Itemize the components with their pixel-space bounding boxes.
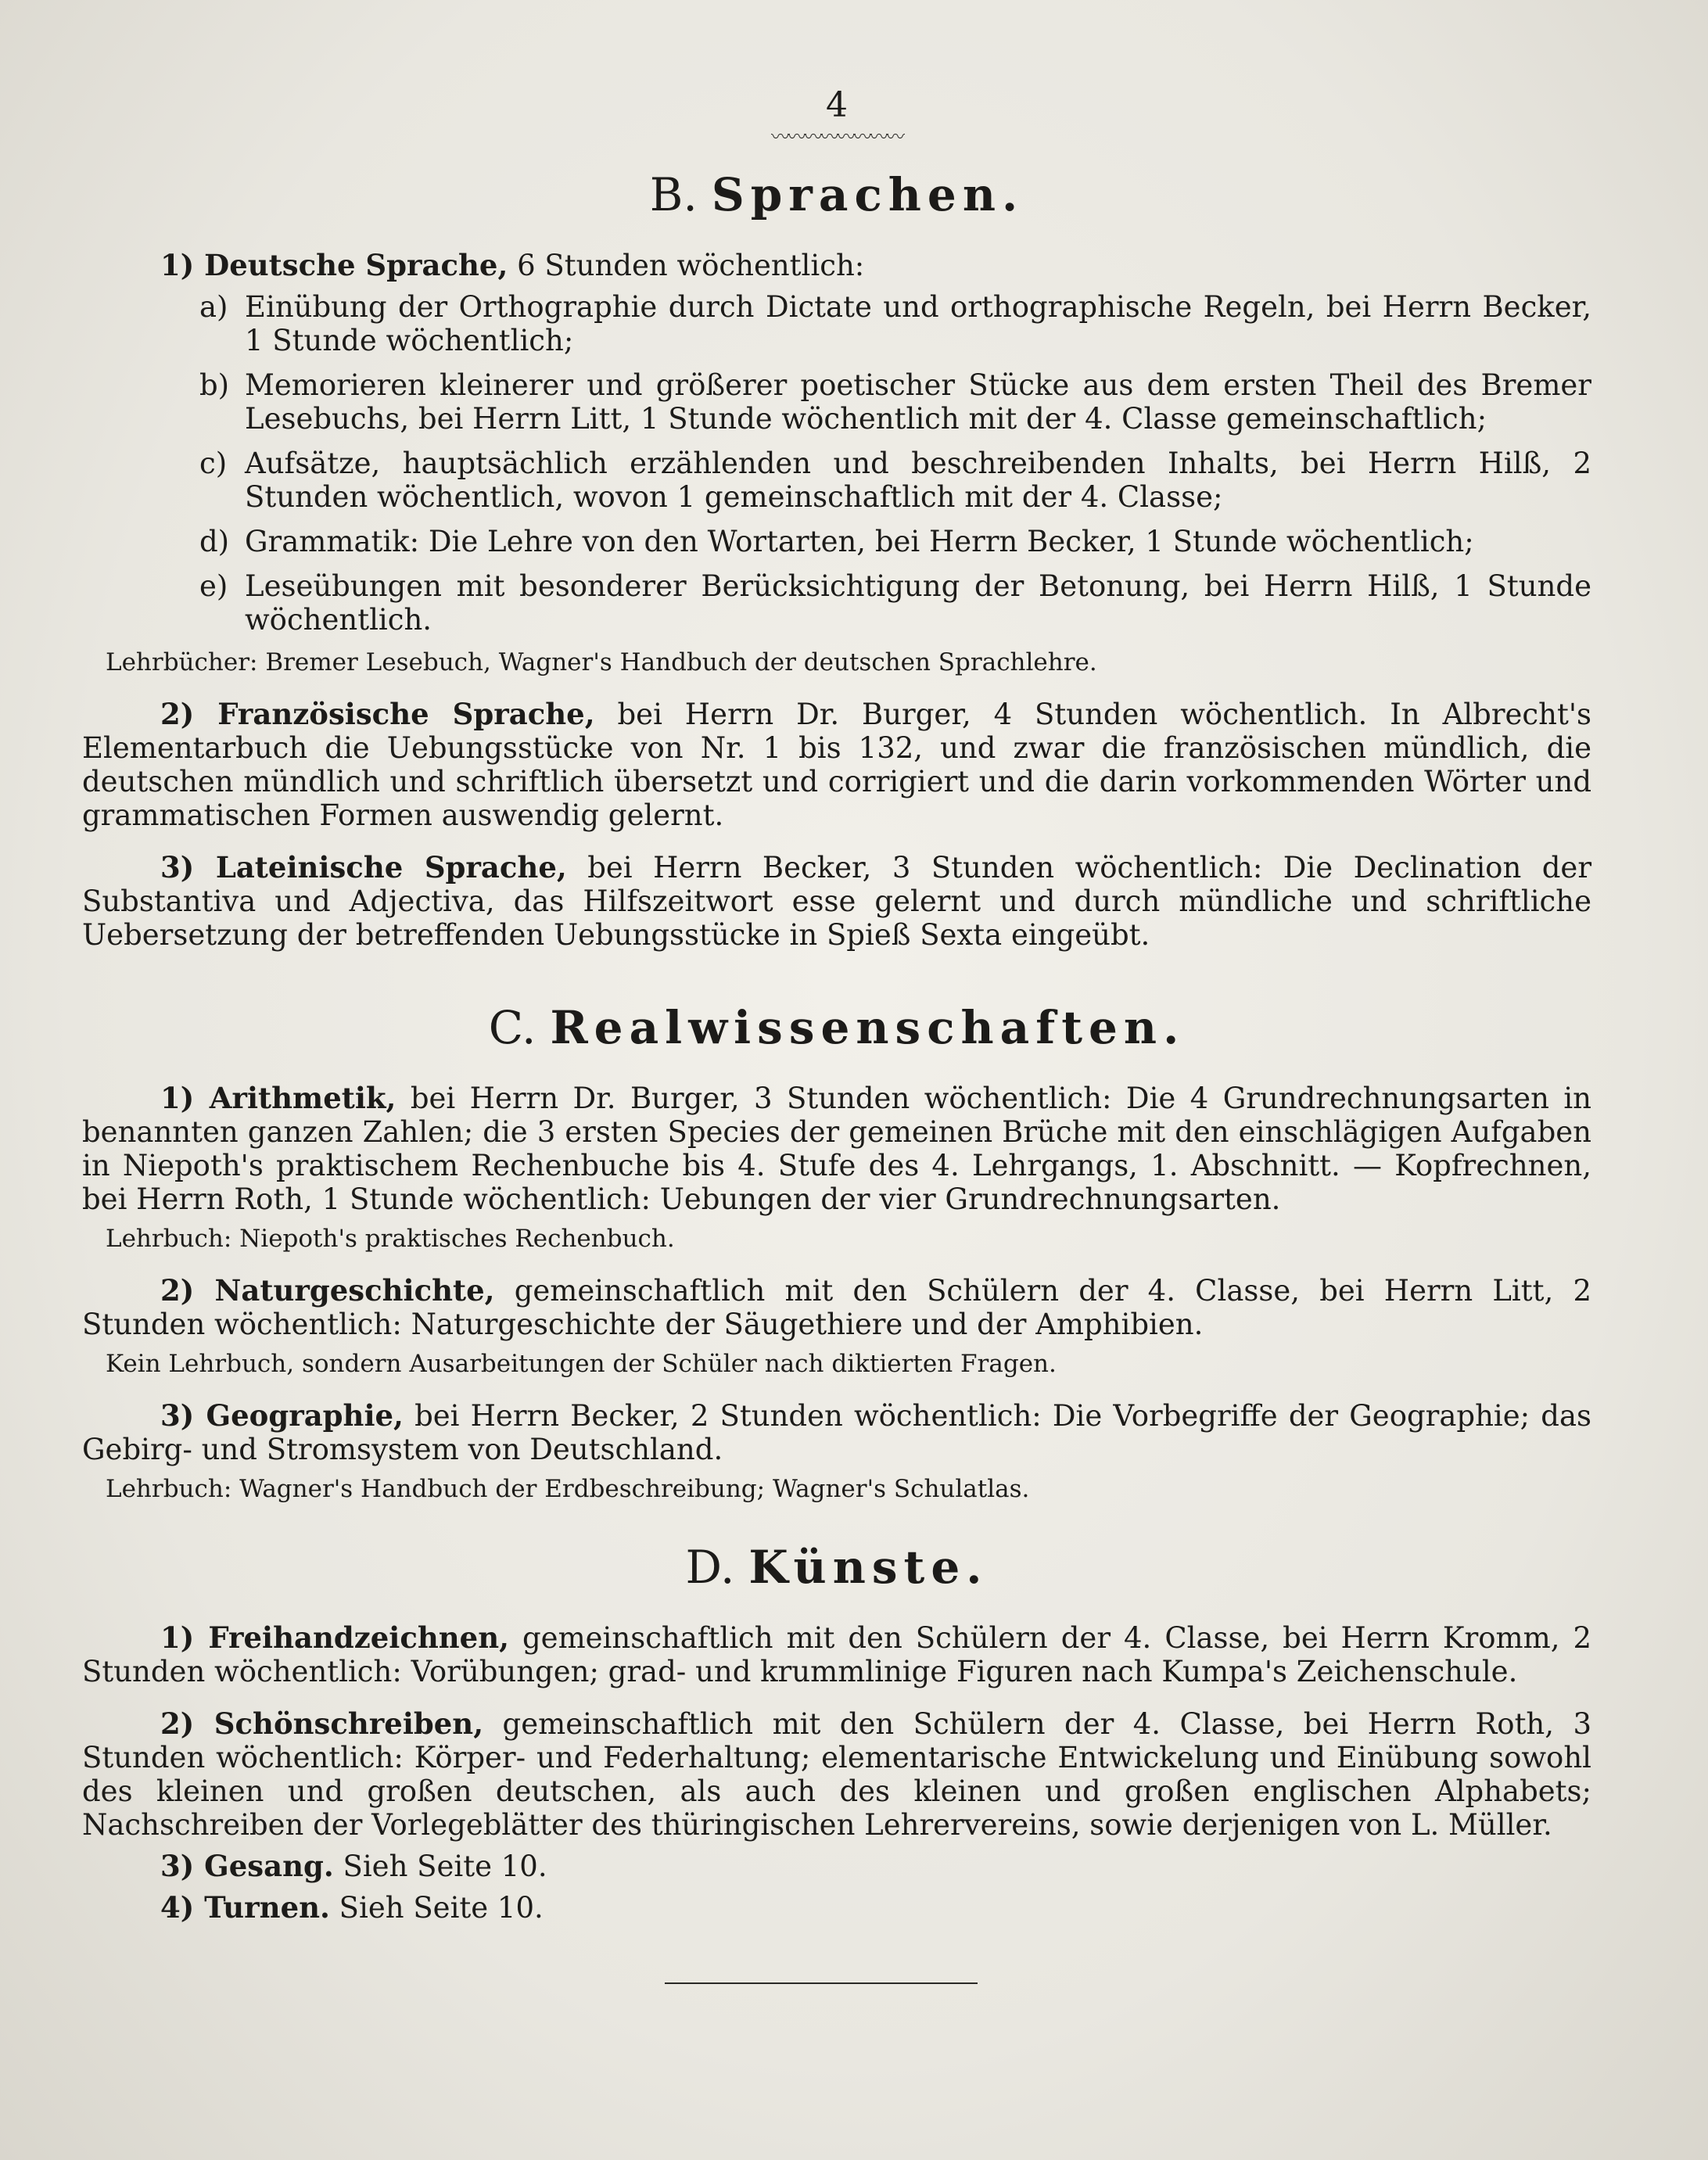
- section-letter: D.: [685, 1541, 735, 1594]
- section-letter: C.: [488, 1001, 536, 1054]
- subject-latein: [82, 851, 1591, 952]
- textbook-note: Lehrbuch: Wagner's Handbuch der Erdbeschreibung; Wagner's Schulatlas.: [106, 1475, 1030, 1503]
- list-item-mark: d): [199, 525, 230, 558]
- list-item: [199, 525, 1591, 558]
- subject-text: gemeinschaftlich mit den Schülern der 4. Classe, bei Herrn Roth, 3 Stunden wöchentlich: Körper- und Federhaltung; elementarische Entwickelung und Einübung sowohl des kleinen und großen deutschen, als auch des kleinen und großen englischen Alphabets; Nachschreiben der Vorlegeblätter des thüringischen Lehrervereins, sowie derjenigen von L. Müller.: [82, 1707, 1592, 1842]
- list-item-text: Grammatik: Die Lehre von den Wortarten, bei Herrn Becker, 1 Stunde wöchentlich;: [245, 525, 1474, 558]
- subject-freihandzeichnen: [82, 1621, 1591, 1688]
- subject-text: bei Herrn Becker, 2 Stunden wöchentlich: Die Vorbegriffe der Geographie; das Gebirg- und Stromsystem von Deutschland.: [82, 1399, 1592, 1466]
- subject-arithmetik: [82, 1082, 1591, 1216]
- list-item-text: Leseübungen mit besonderer Berücksichtigung der Betonung, bei Herrn Hilß, 1 Stunde wöchentlich.: [245, 569, 1591, 637]
- subject-name: 2) Schönschreiben,: [160, 1706, 484, 1741]
- subject-name: 3) Geographie,: [160, 1398, 404, 1433]
- list-item-text: Einübung der Orthographie durch Dictate und orthographische Regeln, bei Herrn Becker, 1 Stunde wöchentlich;: [245, 290, 1591, 357]
- list-item-mark: e): [199, 569, 228, 603]
- subject-name: 1) Arithmetik,: [160, 1081, 396, 1115]
- section-letter: B.: [649, 168, 698, 221]
- subject-turnen: [82, 1891, 1591, 1925]
- subject-text: Sieh Seite 10.: [339, 1891, 544, 1925]
- subject-text: gemeinschaftlich mit den Schülern der 4. Classe, bei Herrn Litt, 2 Stunden wöchentlich: Naturgeschichte der Säugethiere und der Amphibien.: [82, 1274, 1591, 1341]
- subject-franzoesisch: [82, 698, 1591, 832]
- subject-text: bei Herrn Becker, 3 Stunden wöchentlich: Die Declination der Substantiva und Adjectiva, das Hilfszeitwort esse gelernt und durch mündliche und schriftliche Uebersetzung der betreffenden Uebungsstücke in Spieß Sexta eingeübt.: [82, 851, 1592, 952]
- list-item-mark: a): [199, 290, 228, 324]
- end-rule: [665, 1982, 978, 1984]
- subject-naturgeschichte: [82, 1274, 1591, 1341]
- page-content: [82, 86, 1591, 1932]
- section-title: Künste.: [748, 1541, 989, 1594]
- subject-deutsch: [82, 249, 1591, 282]
- subject-name: 3) Gesang.: [160, 1849, 334, 1883]
- list-item: [199, 368, 1591, 436]
- textbook-note: Lehrbücher: Bremer Lesebuch, Wagner's Handbuch der deutschen Sprachlehre.: [106, 648, 1097, 676]
- list-item-text: Memorieren kleinerer und größerer poetischer Stücke aus dem ersten Theil des Bremer Lesebuchs, bei Herrn Litt, 1 Stunde wöchentlich mit der 4. Classe gemeinschaftlich;: [245, 368, 1591, 436]
- textbook-note: Lehrbuch: Niepoth's praktisches Rechenbuch.: [106, 1225, 675, 1253]
- subject-text: Sieh Seite 10.: [343, 1850, 547, 1883]
- subject-name: 2) Französische Sprache,: [160, 697, 595, 731]
- subject-schoenschreiben: [82, 1707, 1591, 1842]
- list-item-mark: c): [199, 447, 228, 480]
- list-item: [199, 569, 1591, 637]
- subject-text: bei Herrn Dr. Burger, 4 Stunden wöchentlich. In Albrecht's Elementarbuch die Uebungsstücke von Nr. 1 bis 132, und zwar die französischen mündlich, die deutschen mündlich und schriftlich übersetzt und corrigiert und die darin vorkommenden Wörter und grammatischen Formen auswendig gelernt.: [82, 698, 1591, 832]
- subject-name: 4) Turnen.: [160, 1890, 330, 1925]
- subject-gesang: [82, 1850, 1591, 1883]
- subject-name: 2) Naturgeschichte,: [160, 1273, 495, 1308]
- section-heading-kuenste: [82, 1540, 1591, 1595]
- list-item: [199, 447, 1591, 514]
- list-item-text: Aufsätze, hauptsächlich erzählenden und beschreibenden Inhalts, bei Herrn Hilß, 2 Stunden wöchentlich, wovon 1 gemeinschaftlich mit der 4. Classe;: [245, 447, 1591, 514]
- subject-text: bei Herrn Dr. Burger, 3 Stunden wöchentlich: Die 4 Grundrechnungsarten in benannten ganzen Zahlen; die 3 ersten Species der gemeinen Brüche mit den einschlägigen Aufgaben in Niepoth's praktischem Rechenbuche bis 4. Stufe des 4. Lehrgangs, 1. Abschnitt. — Kopfrechnen, bei Herrn Roth, 1 Stunde wöchentlich: Uebungen der vier Grundrechnungsarten.: [82, 1082, 1592, 1216]
- subject-name: 1) Deutsche Sprache,: [160, 248, 508, 282]
- subject-geographie: [82, 1399, 1591, 1466]
- subject-name: 1) Freihandzeichnen,: [160, 1620, 509, 1655]
- ornamental-rule: 〰〰〰〰〰〰〰〰: [771, 126, 902, 148]
- section-heading-realwissenschaften: [82, 1000, 1591, 1055]
- list-item-mark: b): [199, 368, 230, 402]
- page-number: 4: [826, 85, 848, 125]
- section-heading-sprachen: [82, 167, 1591, 222]
- textbook-note: Kein Lehrbuch, sondern Ausarbeitungen der Schüler nach diktierten Fragen.: [106, 1350, 1057, 1378]
- section-title: Sprachen.: [711, 168, 1024, 221]
- subject-text: 6 Stunden wöchentlich:: [517, 249, 865, 282]
- section-title: Realwissenschaften.: [550, 1001, 1186, 1054]
- list-item: [199, 290, 1591, 357]
- subject-text: gemeinschaftlich mit den Schülern der 4. Classe, bei Herrn Kromm, 2 Stunden wöchentlich: Vorübungen; grad- und krummlinige Figuren nach Kumpa's Zeichenschule.: [82, 1621, 1591, 1688]
- subject-name: 3) Lateinische Sprache,: [160, 850, 567, 884]
